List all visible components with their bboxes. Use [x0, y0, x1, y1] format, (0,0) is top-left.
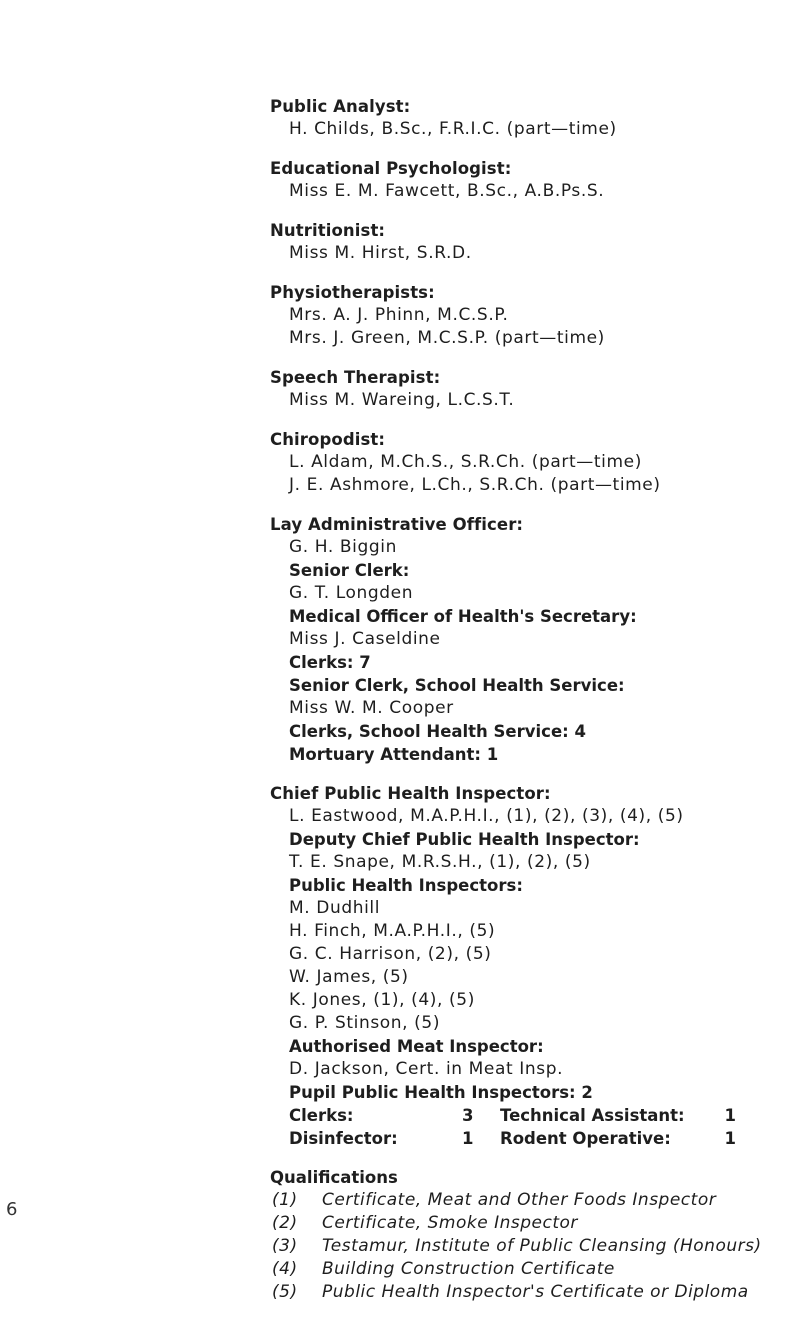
count-value: 1	[462, 1129, 474, 1148]
staff-entry: Mrs. A. J. Phinn, M.C.S.P.	[289, 305, 509, 325]
role-label: Deputy Chief Public Health Inspector:	[289, 830, 640, 849]
count-label: Disinfector:	[289, 1129, 398, 1148]
staff-entry: G. P. Stinson, (5)	[289, 1013, 441, 1033]
qualification-text: Certificate, Meat and Other Foods Inspector	[322, 1190, 717, 1210]
staff-entry: Mrs. J. Green, M.C.S.P. (part—time)	[289, 328, 605, 348]
role-label: Authorised Meat Inspector:	[289, 1037, 544, 1056]
page-number: 6	[6, 1199, 18, 1220]
staff-entry: Miss M. Hirst, S.R.D.	[289, 243, 472, 263]
qualification-number: (1)	[272, 1190, 298, 1210]
qualification-number: (2)	[272, 1213, 298, 1233]
staff-entry: D. Jackson, Cert. in Meat Insp.	[289, 1059, 564, 1079]
staff-entry: T. E. Snape, M.R.S.H., (1), (2), (5)	[289, 852, 591, 872]
qualification-number: (5)	[272, 1282, 298, 1302]
qualification-number: (3)	[272, 1236, 298, 1256]
section-speech-therapist	[270, 366, 770, 412]
staff-entry: K. Jones, (1), (4), (5)	[289, 990, 475, 1010]
qualification-item	[270, 1258, 770, 1281]
section-heading: Nutritionist:	[270, 221, 386, 240]
section-heading: Chief Public Health Inspector:	[270, 784, 551, 803]
qualification-text: Public Health Inspector's Certificate or Diploma	[322, 1282, 749, 1302]
qualification-item	[270, 1212, 770, 1235]
section-heading: Chiropodist:	[270, 430, 386, 449]
staff-entry: Miss M. Wareing, L.C.S.T.	[289, 390, 515, 410]
section-public-health-inspectors	[270, 782, 770, 1150]
staff-entry: G. C. Harrison, (2), (5)	[289, 944, 492, 964]
qualification-item	[270, 1281, 770, 1304]
section-physiotherapists	[270, 281, 770, 350]
staff-entry: L. Eastwood, M.A.P.H.I., (1), (2), (3), (4), (5)	[289, 806, 684, 826]
role-label: Senior Clerk, School Health Service:	[289, 676, 625, 695]
section-qualifications	[270, 1166, 770, 1304]
section-heading: Educational Psychologist:	[270, 159, 512, 178]
section-heading: Public Analyst:	[270, 97, 411, 116]
qualification-number: (4)	[272, 1259, 298, 1279]
count-label: Rodent Operative:	[500, 1129, 671, 1148]
section-heading: Physiotherapists:	[270, 283, 435, 302]
count-value: 1	[724, 1129, 736, 1148]
staff-entry: G. T. Longden	[289, 583, 414, 603]
role-label: Senior Clerk:	[289, 561, 410, 580]
role-label: Medical Officer of Health's Secretary:	[289, 607, 637, 626]
staff-entry: J. E. Ashmore, L.Ch., S.R.Ch. (part—time)	[289, 475, 661, 495]
count-row	[270, 1104, 770, 1127]
staff-entry: H. Childs, B.Sc., F.R.I.C. (part—time)	[289, 119, 617, 139]
count-label: Clerks:	[289, 1106, 354, 1125]
staff-entry: L. Aldam, M.Ch.S., S.R.Ch. (part—time)	[289, 452, 642, 472]
section-educational-psychologist	[270, 157, 770, 203]
role-label: Mortuary Attendant: 1	[289, 745, 499, 764]
qualifications-heading: Qualifications	[270, 1168, 398, 1187]
role-label: Clerks: 7	[289, 653, 371, 672]
staff-list	[270, 95, 770, 1320]
count-value: 3	[462, 1106, 474, 1125]
qualification-item	[270, 1189, 770, 1212]
count-value: 1	[724, 1106, 736, 1125]
staff-entry: Miss E. M. Fawcett, B.Sc., A.B.Ps.S.	[289, 181, 605, 201]
staff-entry: M. Dudhill	[289, 898, 381, 918]
staff-entry: Miss J. Caseldine	[289, 629, 441, 649]
count-row	[270, 1127, 770, 1150]
section-public-analyst	[270, 95, 770, 141]
role-label: Public Health Inspectors:	[289, 876, 523, 895]
count-label: Technical Assistant:	[500, 1106, 685, 1125]
section-chiropodist	[270, 428, 770, 497]
role-label: Clerks, School Health Service: 4	[289, 722, 586, 741]
section-lay-administrative	[270, 513, 770, 766]
qualification-text: Testamur, Institute of Public Cleansing (Honours)	[322, 1236, 762, 1256]
staff-entry: G. H. Biggin	[289, 537, 397, 557]
qualification-text: Certificate, Smoke Inspector	[322, 1213, 578, 1233]
section-heading: Speech Therapist:	[270, 368, 441, 387]
section-heading: Lay Administrative Officer:	[270, 515, 524, 534]
section-nutritionist	[270, 219, 770, 265]
qualification-text: Building Construction Certificate	[322, 1259, 615, 1279]
staff-entry: W. James, (5)	[289, 967, 409, 987]
role-label: Pupil Public Health Inspectors: 2	[289, 1083, 593, 1102]
staff-entry: Miss W. M. Cooper	[289, 698, 454, 718]
staff-entry: H. Finch, M.A.P.H.I., (5)	[289, 921, 496, 941]
qualification-item	[270, 1235, 770, 1258]
